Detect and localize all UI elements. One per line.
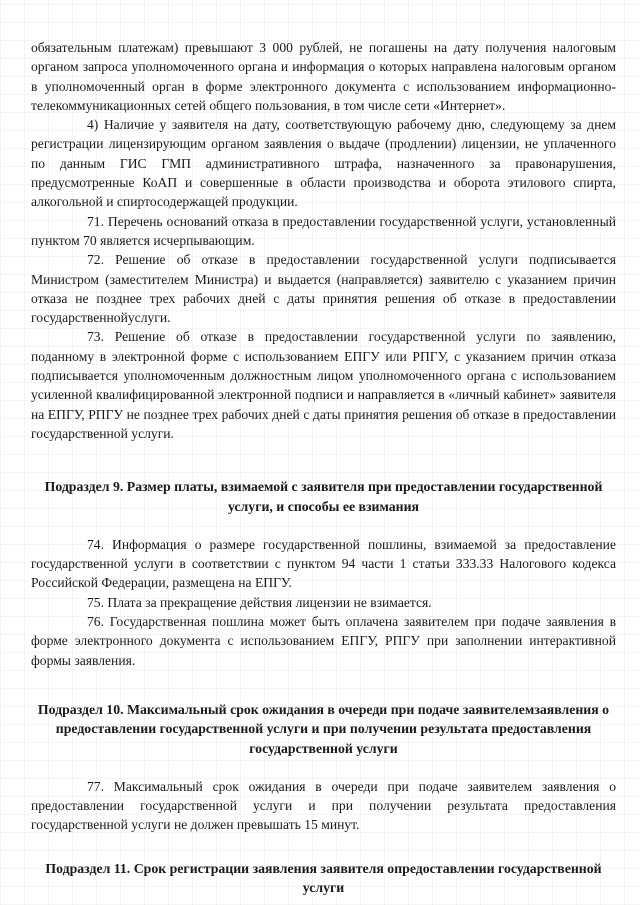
section-9-heading: Подраздел 9. Размер платы, взимаемой с заявителя при предоставлении государственной услуги, и способы ее взимания xyxy=(44,479,603,514)
paragraph-77: 77. Максимальный срок ожидания в очереди при подаче заявителем заявления о предоставлении государственной услуги и при получении результата предоставления государственной услуги не должен превышать 15 минут. xyxy=(31,778,616,833)
section-11-heading: Подраздел 11. Срок регистрации заявления заявителя опредоставлении государственной услуги xyxy=(45,860,602,895)
spacer xyxy=(31,835,616,859)
paragraph-74: 74. Информация о размере государственной пошлины, взимаемой за предоставление государственной услуги в соответствии с пунктом 94 части 1 статьи 333.33 Налогового кодекса Российской Федерации, размещена на ЕПГУ. xyxy=(31,536,616,591)
paragraph-76: 76. Государственная пошлина может быть оплачена заявителем при подаче заявления в форме электронного документа с использованием ЕПГУ, РПГУ при заполнении интерактивной формы заявления. xyxy=(31,614,616,668)
paragraph-71: 71. Перечень оснований отказа в предоставлении государственной услуги, установленный пунктом 70 является исчерпывающим. xyxy=(31,213,616,248)
spacer xyxy=(31,758,616,777)
section-10-heading: Подраздел 10. Максимальный срок ожидания в очереди при подаче заявителемзаявления о предоставлении государственной услуги и при получении результата предоставления государственной услуги xyxy=(37,701,610,756)
paragraph-73: 73. Решение об отказе в предоставлении государственной услуги по заявлению, поданному в электронной форме с использованием ЕПГУ или РПГУ, с указанием причин отказа подписывается уполномоченным должностным лицом уполномоченного органа с использованием усиленной квалифицированной электронной подписи и направляется в «личный кабинет» заявителя на ЕПГУ, РПГУ не позднее трех рабочих дней с даты принятия решения об отказе в предоставлении государственной услуги. xyxy=(31,329,616,441)
spacer xyxy=(31,516,616,535)
spacer xyxy=(31,670,616,700)
document-body xyxy=(31,38,616,897)
paragraph-item-4: 4) Наличие у заявителя на дату, соответствующую рабочему дню, следующему за днем регистрации лицензирующим органом заявления о выдаче (продлении) лицензии, не уплаченного по данным ГИС ГМП административного штрафа, назначенного за правонарушения, предусмотренные КоАП и совершенные в области производства и оборота этилового спирта, алкогольной и спиртосодержащей продукции. xyxy=(31,117,616,210)
paragraph-72: 72. Решение об отказе в предоставлении государственной услуги подписывается Министром (заместителем Министра) и выдается (направляется) заявителю с указанием причин отказа не позднее трех рабочих дней с даты принятия решения об отказе в предоставлении государственнойуслуги. xyxy=(31,252,616,326)
paragraph-75: 75. Плата за прекращение действия лицензии не взимается. xyxy=(87,594,432,610)
spacer xyxy=(31,443,616,477)
paragraph-continuation: обязательным платежам) превышают 3 000 рублей, не погашены на дату получения налоговым органом запроса уполномоченного органа и информация о которых направлена налоговым органом в уполномоченный орган в форме электронного документа с использованием информационно-телекоммуникационных сетей общего пользования, в том числе сети «Интернет». xyxy=(31,40,616,113)
